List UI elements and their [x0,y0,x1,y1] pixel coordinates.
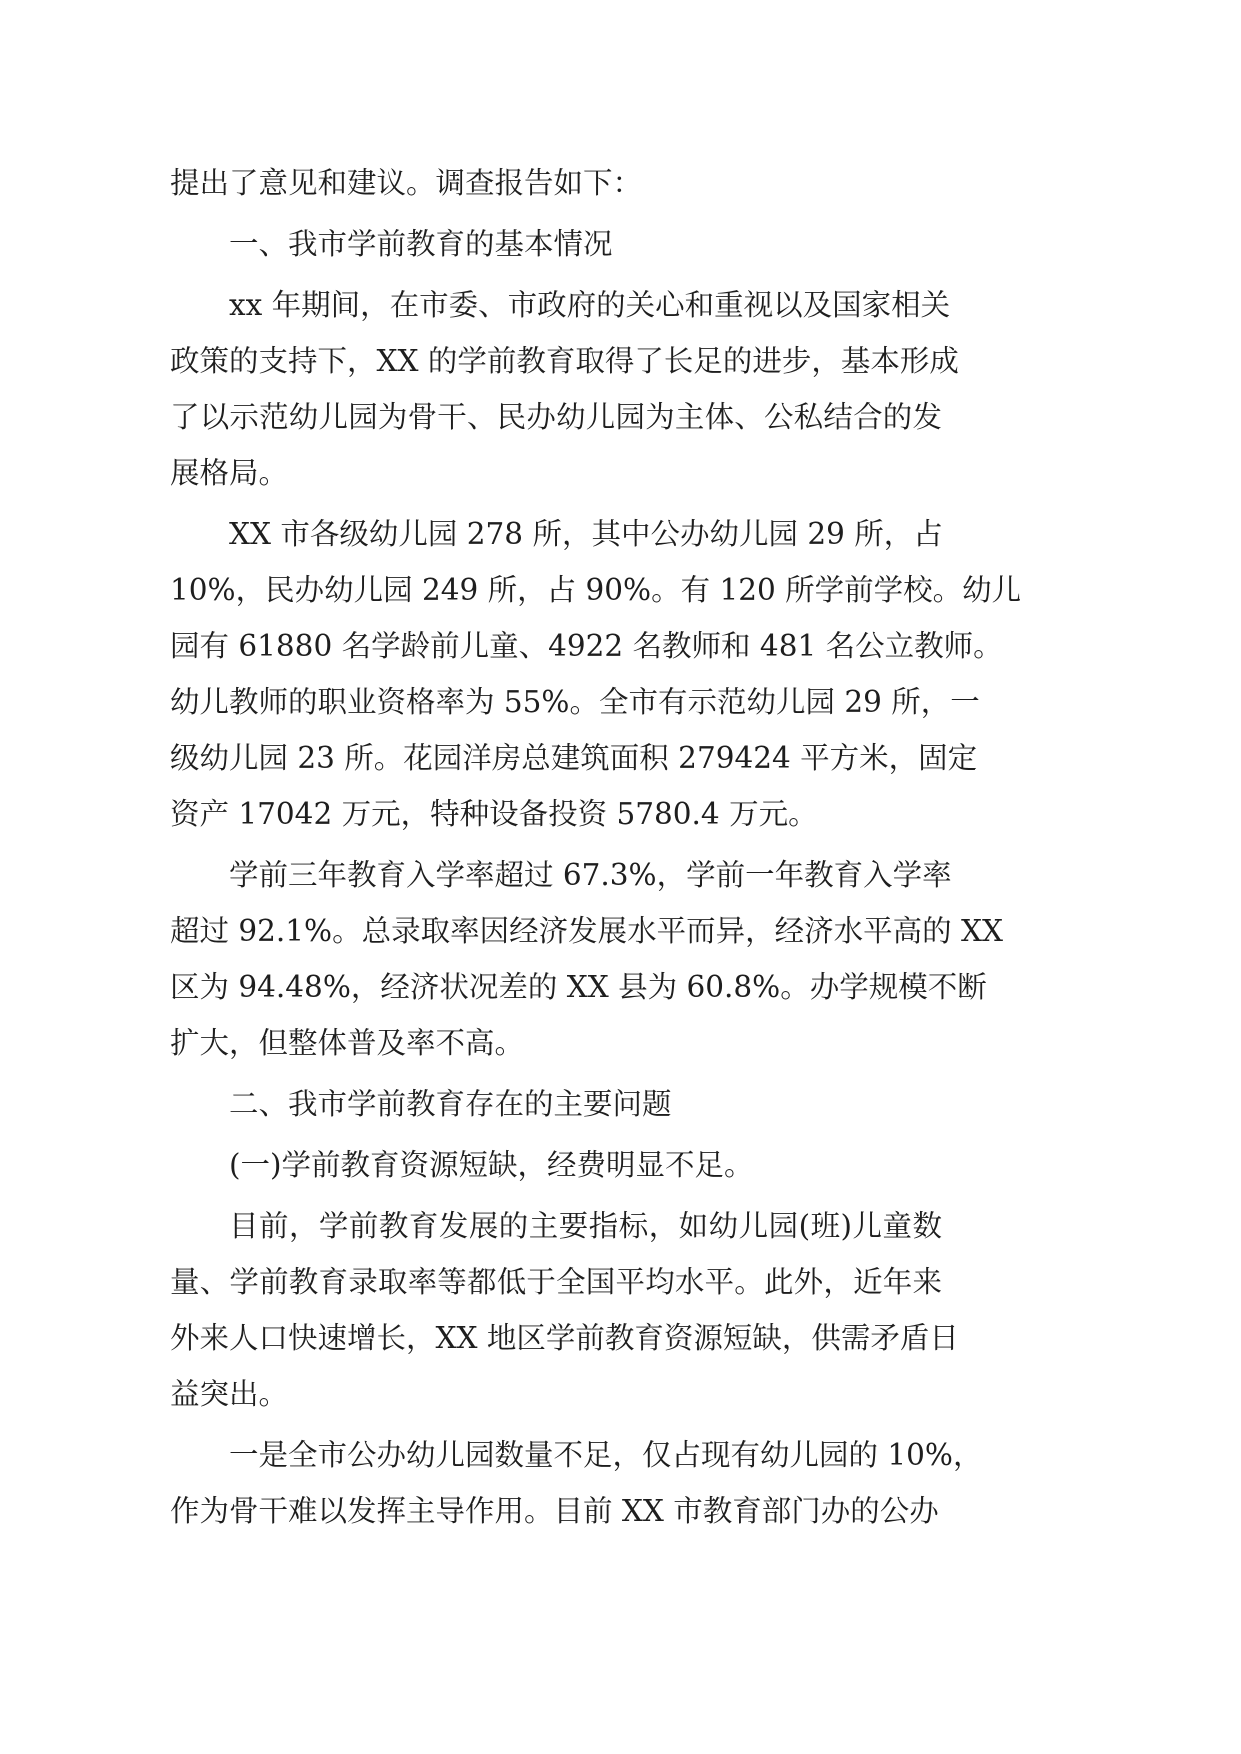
subsection-heading-1 [170,1137,942,1193]
text-line: 超过 92.1%。总录取率因经济发展水平而异，经济水平高的 XX [170,914,1003,948]
heading-text: 一、我市学前教育的基本情况 [229,227,613,261]
text-line: 益突出。 [170,1377,289,1411]
paragraph-statistics [170,506,1022,842]
text-line: 作为骨干难以发挥主导作用。目前 XX 市教育部门办的公办 [170,1494,939,1528]
section-heading-2 [170,1076,942,1132]
text-line: xx 年期间，在市委、市政府的关心和重视以及国家相关 [229,288,951,322]
text-line: 一是全市公办幼儿园数量不足，仅占现有幼儿园的 10%， [229,1438,983,1472]
section-heading-1 [170,216,942,272]
text-line: 量、学前教育录取率等都低于全国平均水平。此外，近年来 [170,1265,942,1299]
text-line: XX 市各级幼儿园 278 所，其中公办幼儿园 29 所，占 [229,517,943,551]
heading-text: 二、我市学前教育存在的主要问题 [229,1087,672,1121]
paragraph-overview [170,277,959,501]
text-line: 幼儿教师的职业资格率为 55%。全市有示范幼儿园 29 所，一 [170,685,980,719]
text-line: 园有 61880 名学龄前儿童、4922 名教师和 481 名公立教师。 [170,629,1003,663]
subheading-text: (一)学前教育资源短缺，经费明显不足。 [229,1148,754,1182]
text-line: 外来人口快速增长，XX 地区学前教育资源短缺，供需矛盾日 [170,1321,959,1355]
text-line: 展格局。 [170,456,289,490]
text-line: 10%，民办幼儿园 249 所，占 90%。有 120 所学前学校。幼儿 [170,573,1022,607]
text-line: 学前三年教育入学率超过 67.3%，学前一年教育入学率 [229,858,952,892]
text-line: 级幼儿园 23 所。花园洋房总建筑面积 279424 平方米，固定 [170,741,978,775]
paragraph-public-kindergartens [170,1427,983,1539]
text-line: 提出了意见和建议。调查报告如下： [170,166,643,200]
paragraph-enrollment [170,847,1003,1071]
text-line: 资产 17042 万元，特种设备投资 5780.4 万元。 [170,797,818,831]
text-line: 目前，学前教育发展的主要指标，如幼儿园(班)儿童数 [229,1209,942,1243]
paragraph-resources [170,1198,959,1422]
text-line: 区为 94.48%，经济状况差的 XX 县为 60.8%。办学规模不断 [170,970,987,1004]
paragraph-continuation [170,155,942,211]
text-line: 了以示范幼儿园为骨干、民办幼儿园为主体、公私结合的发 [170,400,942,434]
text-line: 政策的支持下，XX 的学前教育取得了长足的进步，基本形成 [170,344,959,378]
document-body [170,155,1022,1539]
text-line: 扩大，但整体普及率不高。 [170,1026,525,1060]
